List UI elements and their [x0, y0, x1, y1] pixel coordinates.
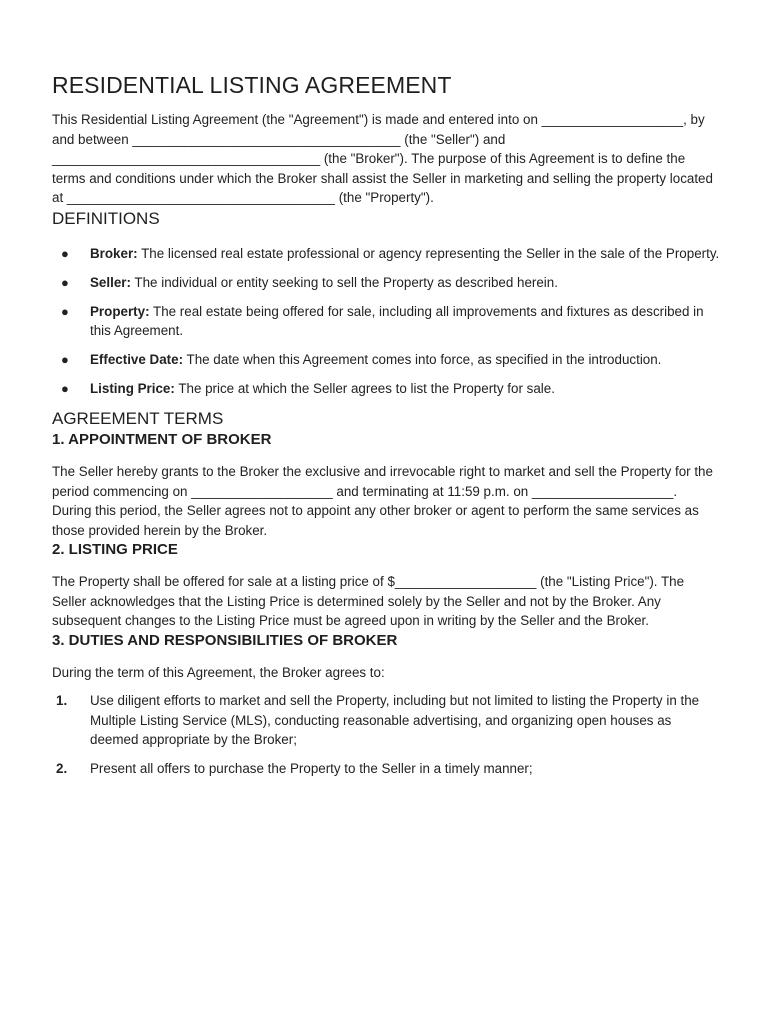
bullet-icon: ● — [61, 245, 69, 261]
section-heading-duties: 3. DUTIES AND RESPONSIBILITIES OF BROKER — [52, 631, 398, 649]
definition-item — [52, 244, 720, 264]
definition-text: The price at which the Seller agrees to list the Property for sale. — [178, 381, 555, 396]
definition-term: Broker: — [90, 245, 138, 261]
section-body-duties: During the term of this Agreement, the Broker agrees to: — [52, 664, 385, 680]
duty-text: Present all offers to purchase the Property to the Seller in a timely manner; — [90, 761, 533, 776]
section-body-listing-price: The Property shall be offered for sale at a listing price of $___________________ (the "Listing Price"). The Seller acknowledges that the Listing Price is determined solely by the Seller and not by the Broker. Any subsequent changes to the Listing Price must be agreed upon in writing by the Seller and the Broker. — [52, 574, 685, 628]
section-heading-appointment: 1. APPOINTMENT OF BROKER — [52, 431, 272, 448]
definition-item — [52, 273, 720, 293]
definition-item — [52, 379, 720, 399]
definition-term: Effective Date: — [90, 352, 184, 367]
document-title: RESIDENTIAL LISTING AGREEMENT — [52, 72, 452, 98]
section-heading-listing-price: 2. LISTING PRICE — [52, 541, 178, 558]
definition-item — [52, 350, 720, 370]
duty-text: Use diligent efforts to market and sell the Property, including but not limited to listing the Property in the Multiple Listing Service (MLS), conducting reasonable advertising, and organizing open houses as deemed appropriate by the Broker; — [90, 693, 700, 747]
agreement-terms-heading: AGREEMENT TERMS — [52, 409, 224, 428]
definition-text: The licensed real estate professional or agency representing the Seller in the sale of the Property. — [141, 245, 720, 261]
definition-item — [52, 302, 720, 341]
definitions-heading: DEFINITIONS — [52, 208, 160, 228]
definition-text: The real estate being offered for sale, including all improvements and fixtures as described in this Agreement. — [90, 303, 704, 338]
definition-text: The individual or entity seeking to sell the Property as described herein. — [134, 274, 558, 290]
definition-text: The date when this Agreement comes into force, as specified in the introduction. — [186, 352, 662, 367]
duty-number: 2. — [56, 761, 68, 776]
bullet-icon: ● — [61, 274, 69, 290]
duty-item — [52, 759, 720, 779]
bullet-icon: ● — [61, 303, 69, 319]
duty-item — [52, 691, 720, 750]
definition-term: Property: — [90, 303, 150, 319]
intro-paragraph: This Residential Listing Agreement (the "Agreement") is made and entered into on ___________________, by and between ____________________________________ (the "Seller") and ____________________________________ (the "Broker"). The purpose of this Agreement is to define the terms and conditions under which the Broker shall assist the Seller in marketing and selling the property located at ____________________________________ (the "Property"). — [52, 112, 713, 205]
bullet-icon: ● — [61, 352, 69, 367]
section-body-appointment: The Seller hereby grants to the Broker the exclusive and irrevocable right to market and sell the Property for the period commencing on ___________________ and terminating at 11:59 p.m. on ___________________. During this period, the Seller agrees not to appoint any other broker or agent to perform the same services as those provided herein by the Broker. — [52, 464, 713, 538]
definition-term: Seller: — [90, 274, 131, 290]
document-page — [52, 70, 720, 788]
duties-list — [52, 691, 720, 779]
duty-number: 1. — [56, 693, 68, 708]
definition-term: Listing Price: — [90, 381, 175, 396]
bullet-icon: ● — [61, 381, 69, 396]
definitions-list — [52, 244, 720, 399]
